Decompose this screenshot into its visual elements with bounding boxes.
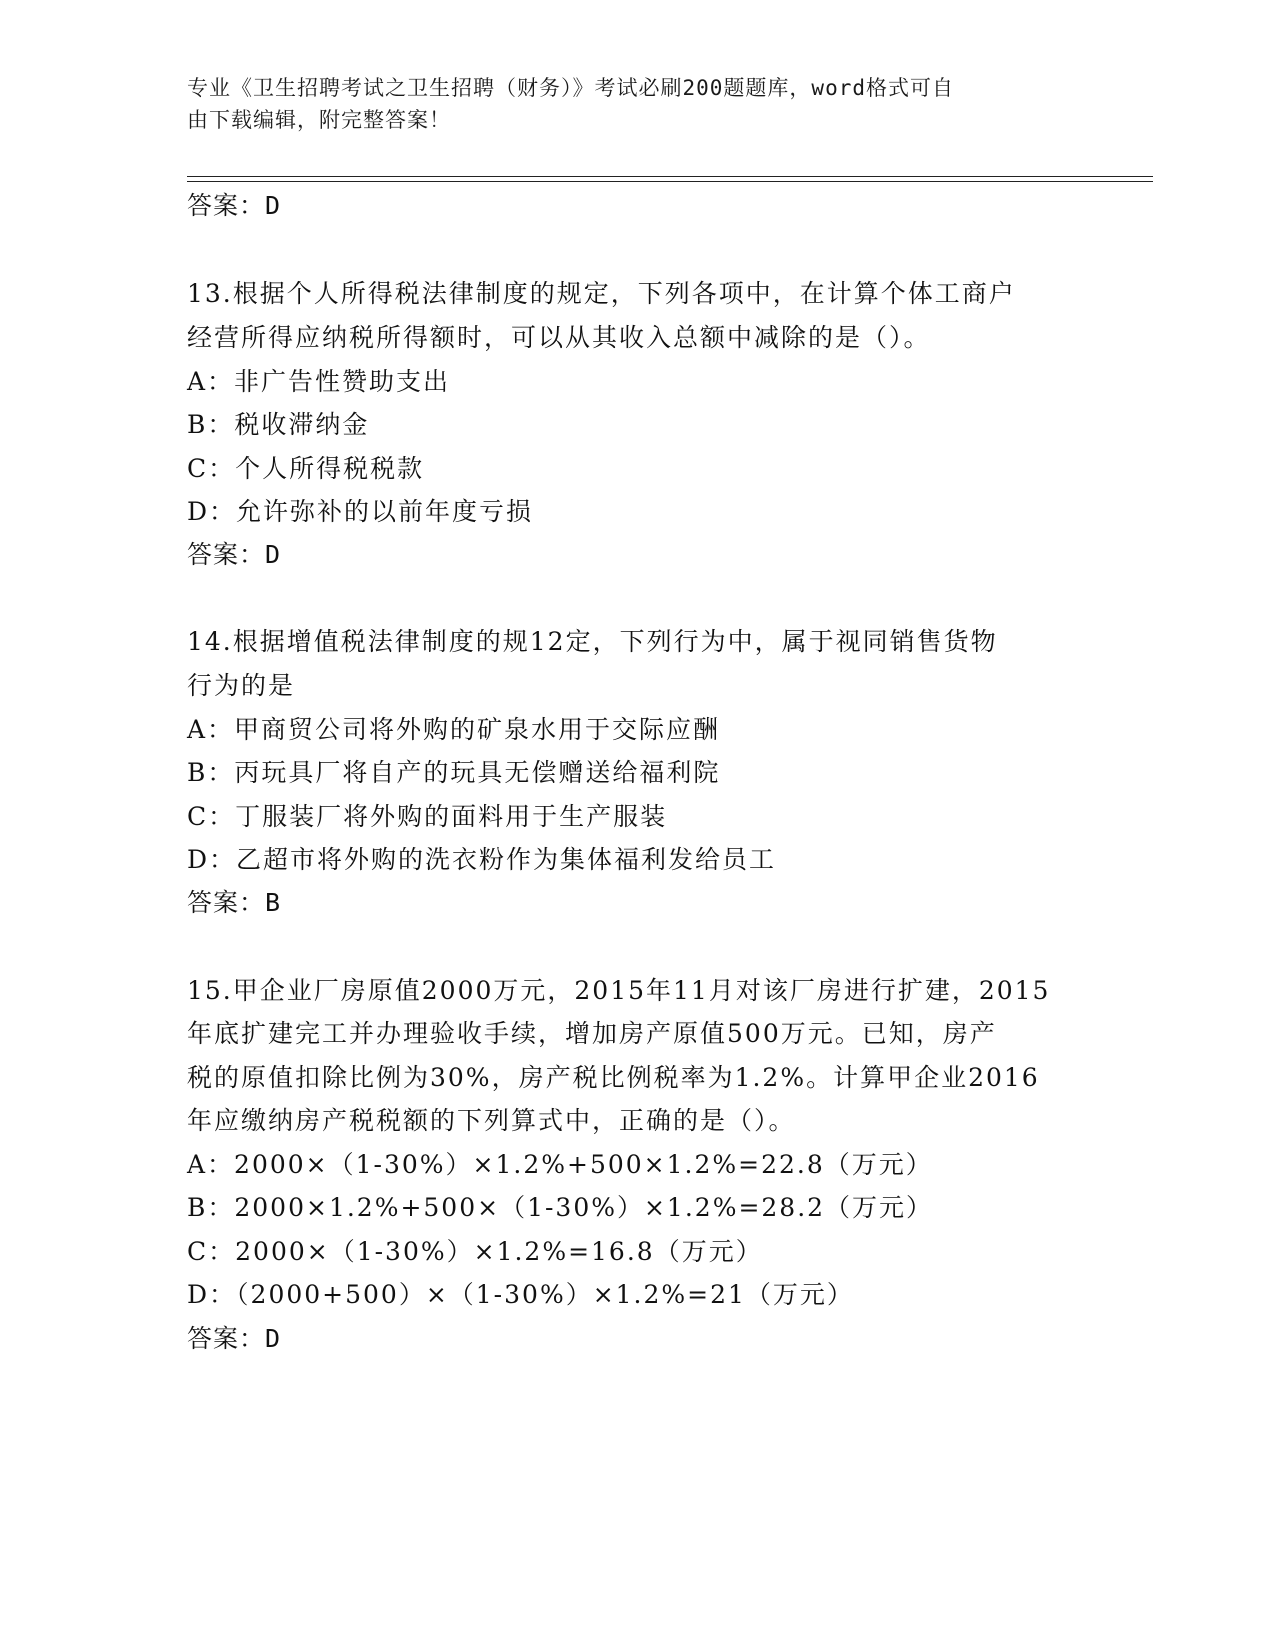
question-13-option-d: D：允许弥补的以前年度亏损 [187, 497, 534, 526]
previous-answer: 答案：D [187, 191, 282, 220]
question-14-option-c: C：丁服装厂将外购的面料用于生产服装 [187, 802, 668, 831]
question-15-option-b: B：2000×1.2%+500×（1-30%）×1.2%=28.2（万元） [187, 1193, 934, 1222]
header-line-2: 由下载编辑，附完整答案！ [187, 108, 451, 132]
question-13-answer: 答案：D [187, 540, 282, 569]
question-13-line-2: 经营所得应纳税所得额时，可以从其收入总额中减除的是（）。 [187, 323, 931, 352]
question-14-answer: 答案：B [187, 888, 282, 917]
question-14-option-a: A：甲商贸公司将外购的矿泉水用于交际应酬 [187, 715, 721, 744]
question-15-option-c: C：2000×（1-30%）×1.2%=16.8（万元） [187, 1237, 763, 1266]
document-header [187, 72, 1067, 136]
question-13-option-b: B：税收滞纳金 [187, 410, 370, 439]
header-divider-top [187, 176, 1153, 177]
question-15-answer: 答案：D [187, 1324, 282, 1353]
question-15-option-d: D：（2000+500）×（1-30%）×1.2%=21（万元） [187, 1280, 854, 1309]
question-14-option-b: B：丙玩具厂将自产的玩具无偿赠送给福利院 [187, 758, 721, 787]
question-15-line-3: 税的原值扣除比例为30%，房产税比例税率为1.2%。计算甲企业2016 [187, 1063, 1040, 1092]
question-13-option-a: A：非广告性赞助支出 [187, 367, 451, 396]
question-15-line-1: 15.甲企业厂房原值2000万元，2015年11月对该厂房进行扩建，2015 [187, 976, 1051, 1005]
question-13-option-c: C：个人所得税税款 [187, 454, 425, 483]
question-14-line-2: 行为的是 [187, 671, 296, 700]
question-15-option-a: A：2000×（1-30%）×1.2%+500×1.2%=22.8（万元） [187, 1150, 933, 1179]
question-15-line-2: 年底扩建完工并办理验收手续，增加房产原值500万元。已知，房产 [187, 1019, 997, 1048]
question-14-line-1: 14.根据增值税法律制度的规12定，下列行为中，属于视同销售货物 [187, 627, 998, 656]
question-13-line-1: 13.根据个人所得税法律制度的规定，下列各项中，在计算个体工商户 [187, 279, 1016, 308]
question-15-line-4: 年应缴纳房产税税额的下列算式中，正确的是（）。 [187, 1106, 796, 1135]
header-divider-bottom [187, 181, 1153, 182]
question-14-option-d: D：乙超市将外购的洗衣粉作为集体福利发给员工 [187, 845, 777, 874]
header-line-1: 专业《卫生招聘考试之卫生招聘（财务）》考试必刷200题题库，word格式可自 [187, 76, 954, 100]
